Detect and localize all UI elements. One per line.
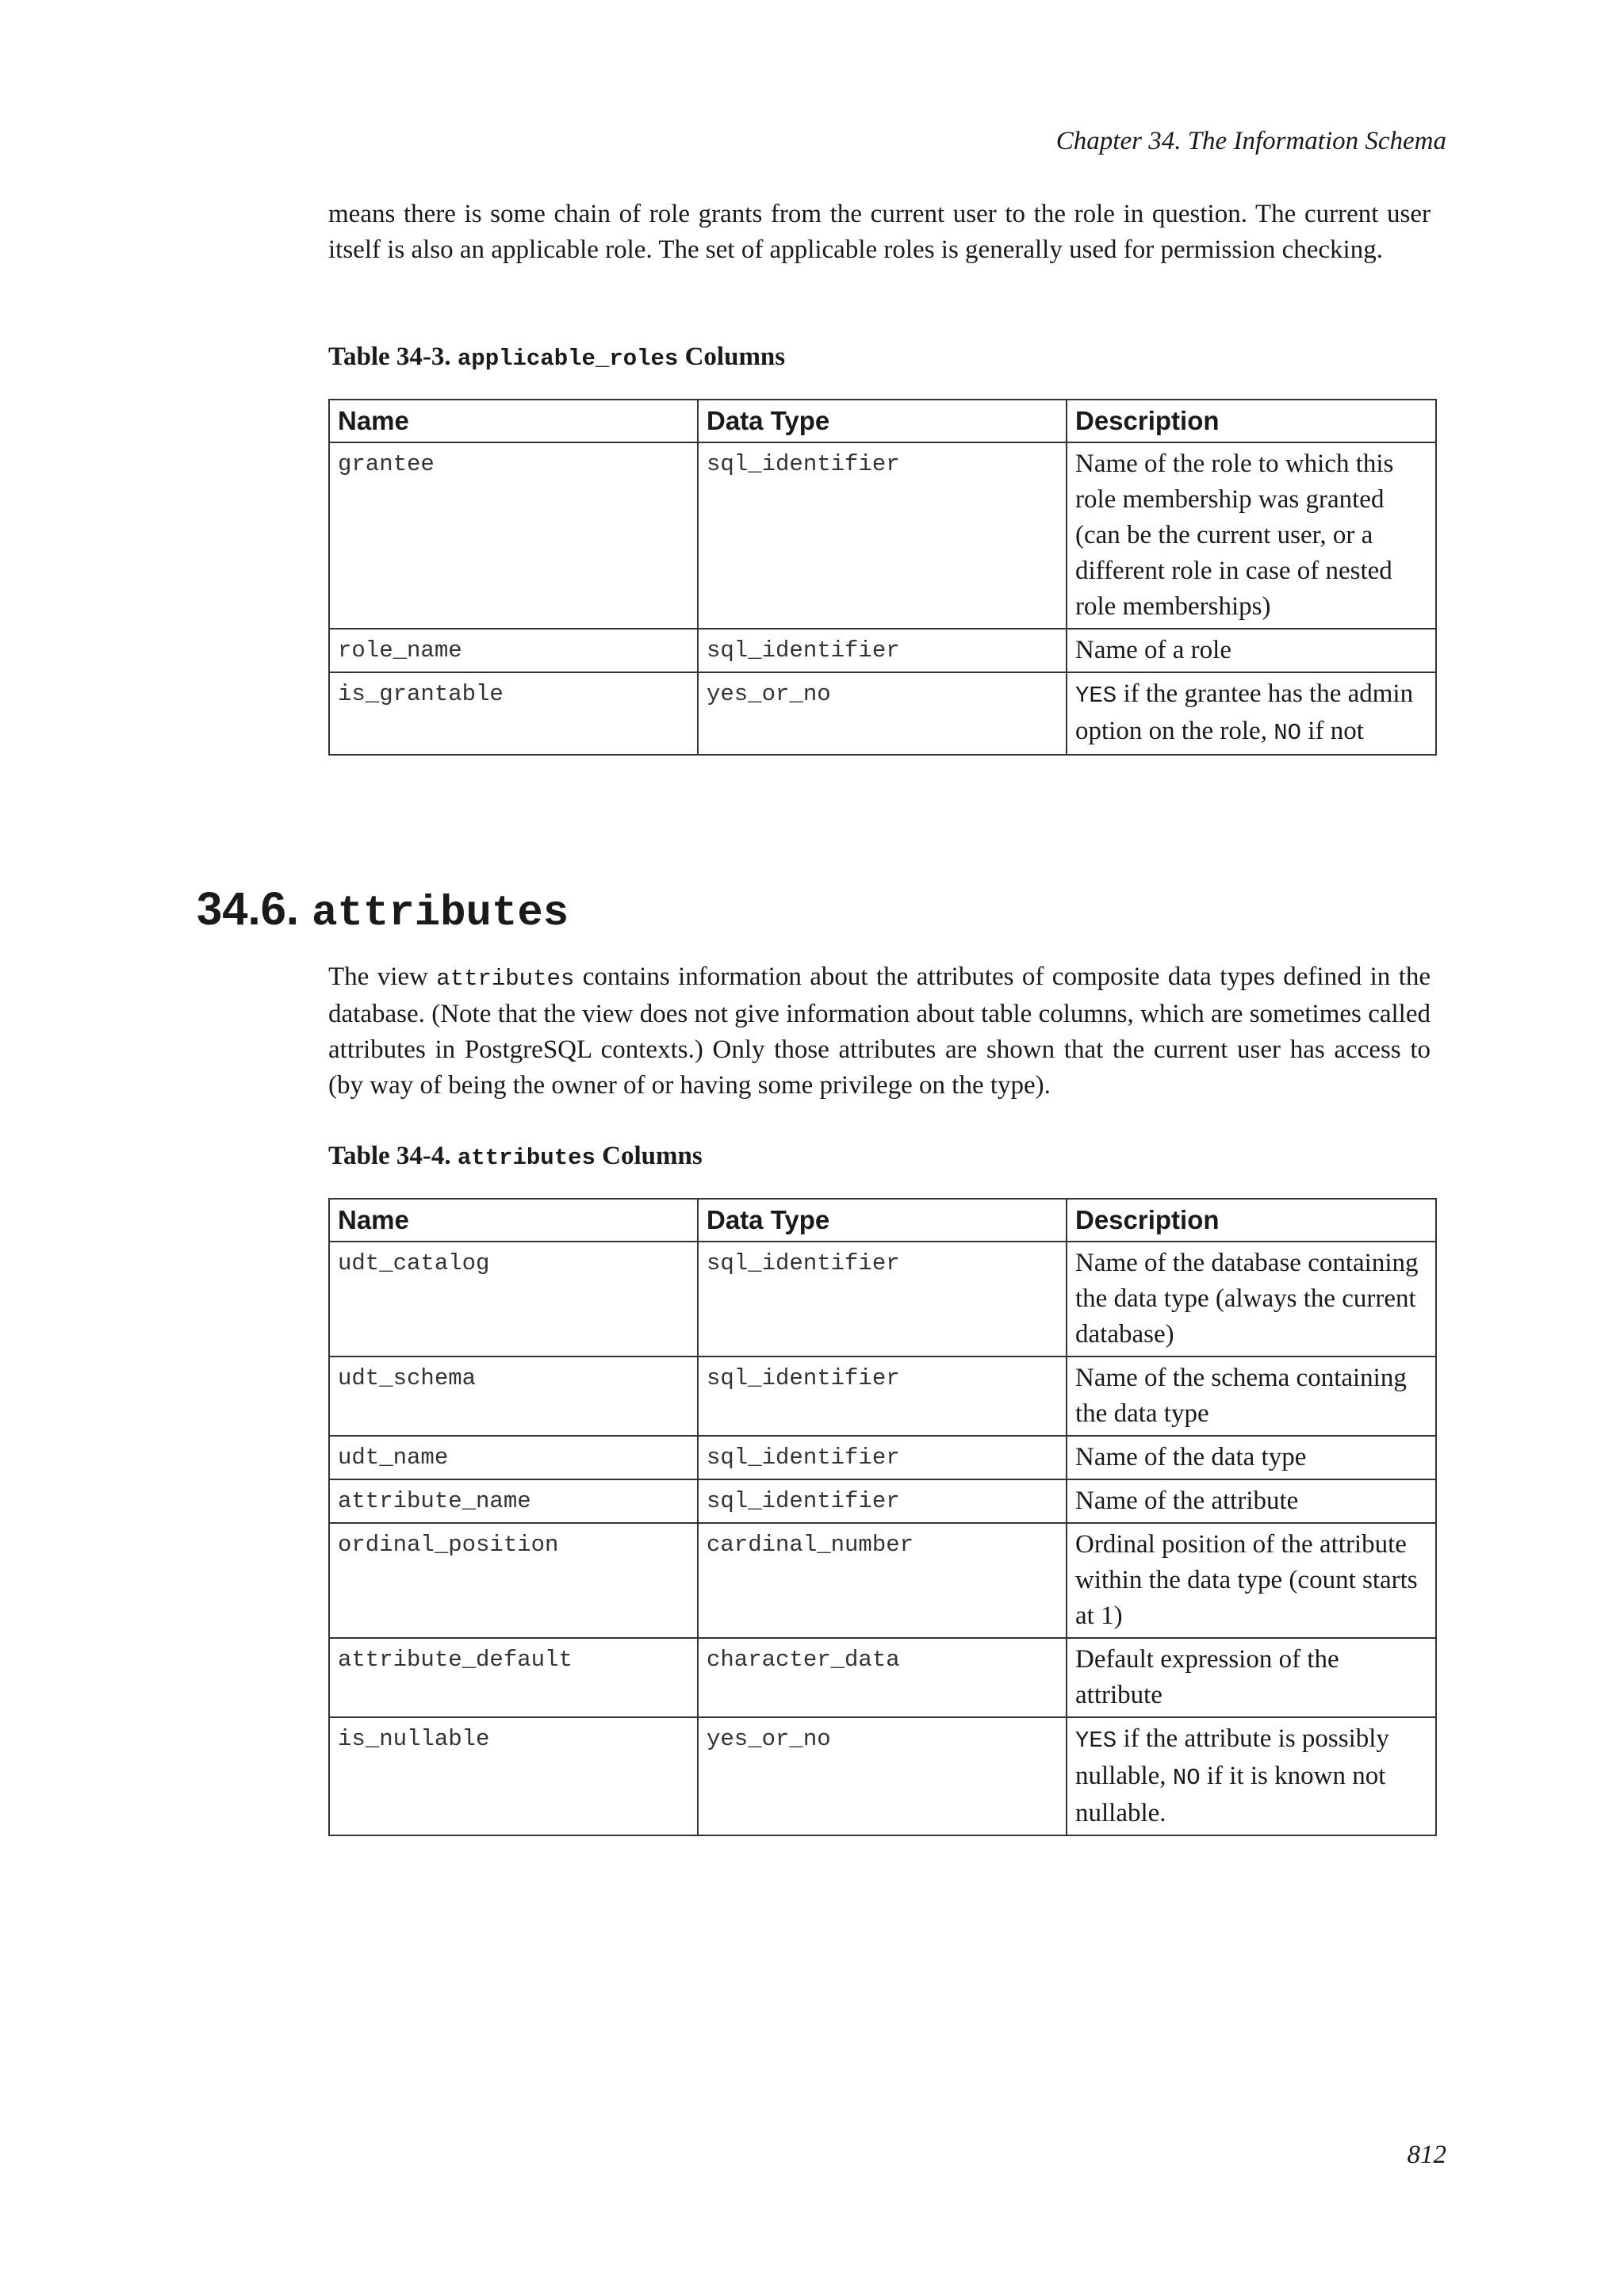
table-row [329,1357,1436,1436]
section-paragraph [328,959,1431,1104]
cell-data-type: sql_identifier [698,442,1067,629]
section-number: 34.6. [197,883,299,935]
cell-description: Default expression of the attribute [1067,1638,1436,1717]
cell-data-type: cardinal_number [698,1523,1067,1638]
caption-suffix: Columns [684,342,786,371]
cell-data-type: sql_identifier [698,1357,1067,1436]
inline-code: YES [1075,683,1117,709]
cell-data-type: sql_identifier [698,1479,1067,1523]
cell-name: grantee [329,442,698,629]
cell-description [1067,1717,1436,1835]
table-row [329,1638,1436,1717]
caption-suffix: Columns [602,1142,703,1170]
cell-name: udt_catalog [329,1242,698,1357]
cell-description: Name of the database containing the data type (always the current database) [1067,1242,1436,1357]
table-header-row [329,400,1436,442]
cell-data-type: yes_or_no [698,1717,1067,1835]
cell-name: udt_schema [329,1357,698,1436]
section-title: attributes [312,890,569,938]
page-number: 812 [1407,2141,1446,2169]
paragraph-text: The view [328,962,437,991]
paragraph-text: contains information about the attributes of composite data types defined in the database. (Note that the view does not give information about table columns, which are sometimes called attributes in PostgreSQL contexts.) Only those attributes are shown that the current user has access to (by way of being the owner of or having some privilege on the type). [328,962,1431,1100]
table-row [329,629,1436,672]
cell-description [1067,672,1436,755]
description-text: if not [1301,717,1364,745]
table-row [329,1242,1436,1357]
table-row [329,672,1436,755]
table-row [329,1436,1436,1479]
inline-code: attributes [436,966,575,992]
table-row [329,1523,1436,1638]
table-row [329,1717,1436,1835]
cell-description: Ordinal position of the attribute within the data type (count starts at 1) [1067,1523,1436,1638]
cell-description: Name of a role [1067,629,1436,672]
cell-data-type: sql_identifier [698,1436,1067,1479]
table-34-4-caption [328,1142,703,1171]
inline-code: NO [1274,720,1302,746]
column-header-data-type: Data Type [698,1199,1067,1242]
cell-name: attribute_default [329,1638,698,1717]
intro-paragraph: means there is some chain of role grants from the current user to the role in question. The current user itself is also an applicable role. The set of applicable roles is generally used for permission checking. [328,200,1431,264]
cell-data-type: yes_or_no [698,672,1067,755]
section-heading [197,882,569,942]
cell-description: Name of the role to which this role membership was granted (can be the current user, or a different role in case of nested role memberships) [1067,442,1436,629]
cell-name: udt_name [329,1436,698,1479]
table-row [329,1479,1436,1523]
attributes-table [328,1198,1437,1836]
cell-description: Name of the data type [1067,1436,1436,1479]
description-text: if the grantee has the admin option on the role, [1075,679,1414,745]
caption-prefix: Table 34-3. [328,342,451,371]
table-row [329,442,1436,629]
cell-name: ordinal_position [329,1523,698,1638]
cell-description: Name of the schema containing the data type [1067,1357,1436,1436]
cell-data-type: character_data [698,1638,1067,1717]
column-header-name: Name [329,1199,698,1242]
applicable-roles-table [328,399,1437,756]
table-header-row [329,1199,1436,1242]
cell-data-type: sql_identifier [698,629,1067,672]
cell-name: attribute_name [329,1479,698,1523]
column-header-data-type: Data Type [698,400,1067,442]
caption-prefix: Table 34-4. [328,1142,451,1170]
running-header: Chapter 34. The Information Schema [1055,127,1446,155]
cell-description: Name of the attribute [1067,1479,1436,1523]
description-text: if the attribute is possibly nullable, [1075,1724,1389,1790]
cell-name: is_nullable [329,1717,698,1835]
cell-name: is_grantable [329,672,698,755]
table-34-3-caption [328,342,785,372]
cell-data-type: sql_identifier [698,1242,1067,1357]
caption-code: applicable_roles [457,346,679,372]
caption-code: attributes [457,1145,596,1171]
cell-name: role_name [329,629,698,672]
inline-code: YES [1075,1728,1117,1754]
description-text: if it is known not nullable. [1075,1762,1386,1827]
column-header-description: Description [1067,400,1436,442]
inline-code: NO [1172,1765,1201,1791]
column-header-name: Name [329,400,698,442]
column-header-description: Description [1067,1199,1436,1242]
